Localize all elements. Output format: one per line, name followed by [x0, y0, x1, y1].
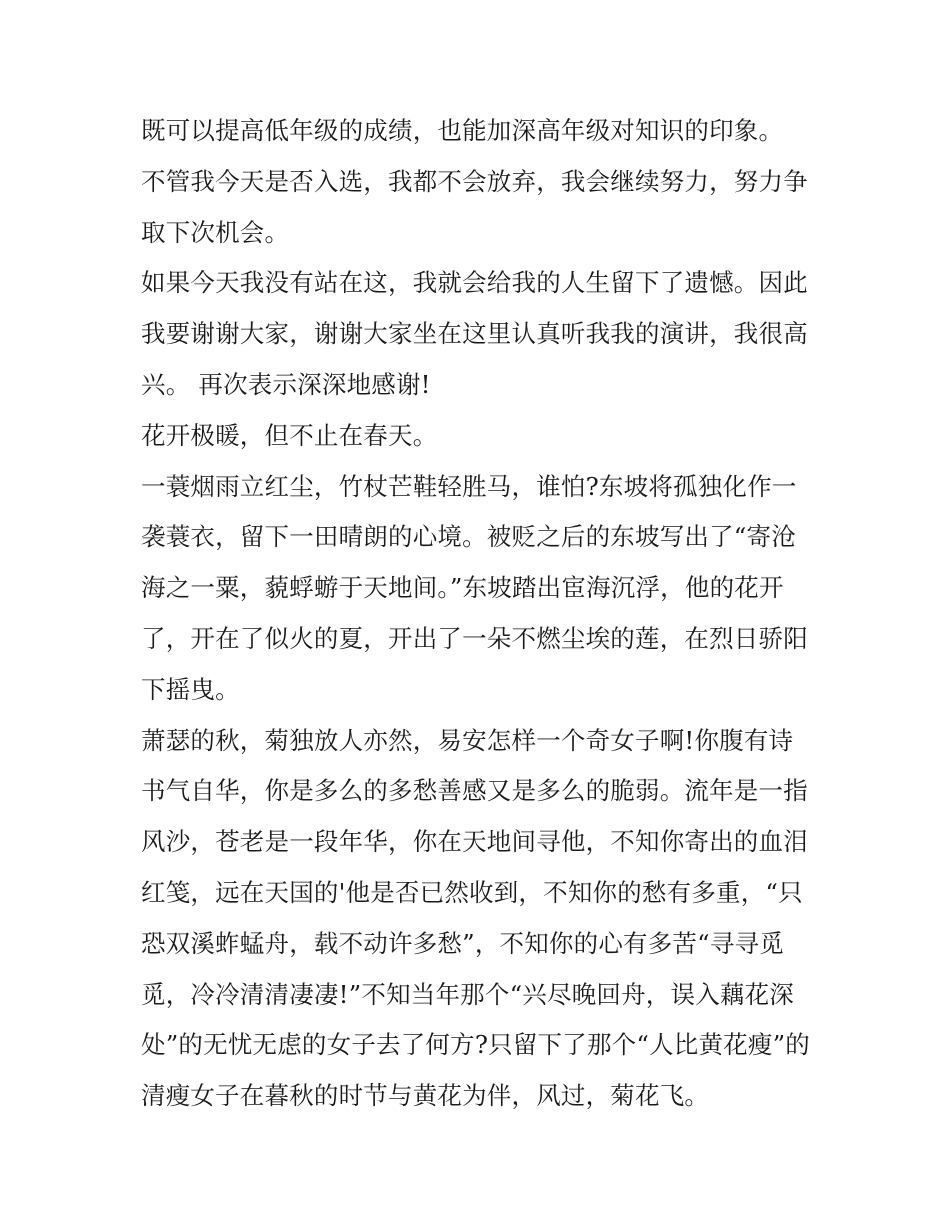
text-line: 下摇曳。 — [141, 674, 240, 704]
text-line: 处”的无忧无虑的女子去了何方?只留下了那个“人比黄花瘦”的 — [141, 1030, 811, 1060]
text-line: 如果今天我没有站在这，我就会给我的人生留下了遗憾。因此 — [141, 268, 808, 298]
text-line: 海之一粟，藐蜉蝣于天地间。”东坡踏出宦海沉浮，他的花开 — [141, 573, 784, 603]
text-line: 兴。 再次表示深深地感谢! — [141, 369, 431, 399]
text-line: 书气自华，你是多么的多愁善感又是多么的脆弱。流年是一指 — [141, 776, 808, 806]
text-line: 我要谢谢大家，谢谢大家坐在这里认真听我我的演讲，我很高 — [141, 319, 808, 349]
text-line: 取下次机会。 — [141, 217, 290, 247]
text-line: 风沙，苍老是一段年华，你在天地间寻他，不知你寄出的血泪 — [141, 827, 808, 857]
text-line: 恐双溪蚱蜢舟，载不动许多愁”，不知你的心有多苦“寻寻觅 — [141, 928, 784, 958]
text-line: 花开极暖，但不止在春天。 — [141, 420, 438, 450]
text-line: 不管我今天是否入选，我都不会放弃，我会继续努力，努力争 — [141, 166, 808, 196]
text-line: 了，开在了似火的夏，开出了一朵不燃尘埃的莲，在烈日骄阳 — [141, 623, 808, 653]
text-line: 袭蓑衣，留下一田晴朗的心境。被贬之后的东坡写出了“寄沧 — [141, 522, 796, 552]
text-line: 一蓑烟雨立红尘，竹杖芒鞋轻胜马，谁怕?东坡将孤独化作一 — [141, 471, 797, 501]
text-line: 红笺，远在天国的'他是否已然收到，不知你的愁有多重，“只 — [141, 877, 803, 907]
text-line: 既可以提高低年级的成绩，也能加深高年级对知识的印象。 — [141, 116, 784, 145]
text-line: 觅，冷冷清清凄凄!”不知当年那个“兴尽晚回舟，误入藕花深 — [141, 979, 794, 1009]
text-line: 萧瑟的秋，菊独放人亦然，易安怎样一个奇女子啊!你腹有诗 — [141, 725, 794, 755]
text-line: 清瘦女子在暮秋的时节与黄花为伴，风过，菊花飞。 — [141, 1081, 710, 1111]
document-body — [141, 106, 821, 1122]
